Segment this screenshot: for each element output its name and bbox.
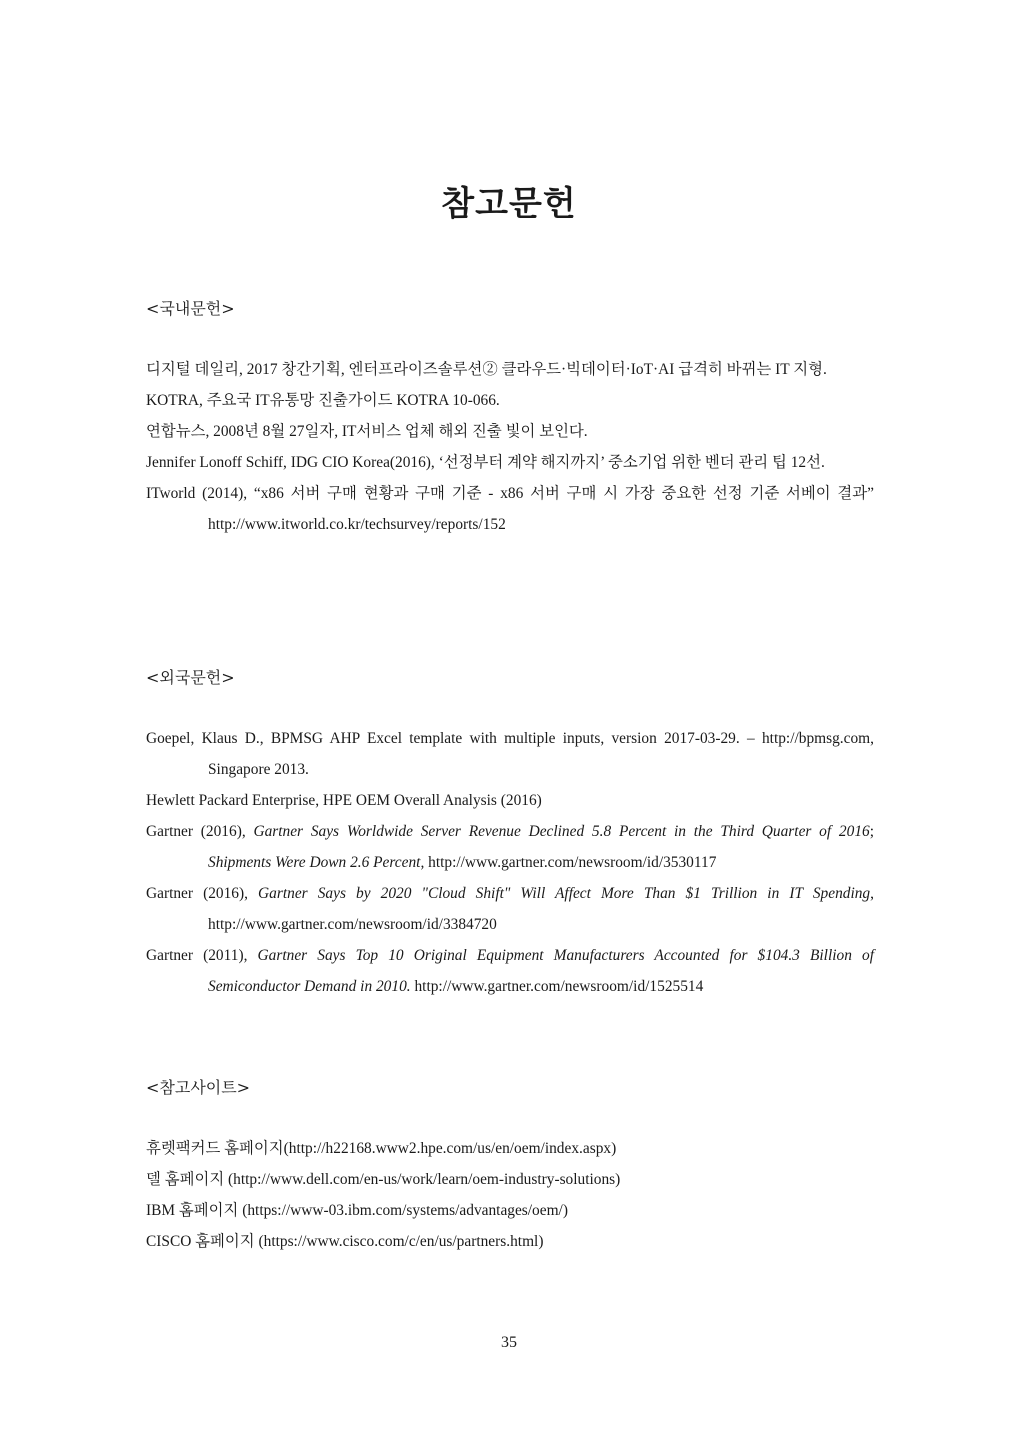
domestic-reference-list [146, 354, 874, 540]
sites-section [146, 1072, 874, 1257]
reference-text: Gartner (2016), [146, 885, 259, 902]
reference-text: Hewlett Packard Enterprise, HPE OEM Overall Analysis (2016) [146, 792, 542, 809]
site-entry: 델 홈페이지 (http://www.dell.com/en-us/work/learn/oem-industry-solutions) [146, 1171, 621, 1188]
reference-entry [146, 785, 874, 816]
reference-text: 디지털 데일리, 2017 창간기획, 엔터프라이즈솔루션② 클라우드·빅데이터·IoT·AI 급격히 바뀌는 IT 지형. [146, 361, 827, 378]
reference-entry [146, 723, 874, 785]
reference-entry [146, 878, 874, 940]
site-entry: CISCO 홈페이지 (https://www.cisco.com/c/en/us/partners.html) [146, 1233, 544, 1250]
reference-entry [146, 816, 874, 878]
reference-text: 연합뉴스, 2008년 8월 27일자, IT서비스 업체 해외 진출 빛이 보인다. [146, 423, 588, 440]
reference-entry [146, 416, 874, 447]
site-entry: 휴렛팩커드 홈페이지(http://h22168.www2.hpe.com/us/en/oem/index.aspx) [146, 1140, 617, 1157]
reference-entry [146, 385, 874, 416]
reference-title: Gartner Says Worldwide Server Revenue Declined 5.8 Percent in the Third Quarter of 2016 [253, 823, 870, 840]
foreign-heading: <외국문헌> [146, 668, 235, 687]
reference-title: Gartner Says by 2020 "Cloud Shift" Will Affect More Than $1 Trillion in IT Spending [258, 885, 871, 902]
reference-text: , http://www.gartner.com/newsroom/id/3384720 [208, 885, 874, 933]
reference-entry [146, 940, 874, 1002]
reference-entry [146, 478, 874, 540]
reference-text: Goepel, Klaus D., BPMSG AHP Excel template with multiple inputs, version 2017-03-29. – http://bpmsg.com, Singapore 2013. [146, 730, 874, 778]
page-title: 참고문헌 [441, 184, 577, 224]
reference-title: Shipments Were Down 2.6 Percent, [208, 854, 425, 871]
sites-heading: <참고사이트> [146, 1078, 251, 1097]
site-entry: IBM 홈페이지 (https://www-03.ibm.com/systems/advantages/oem/) [146, 1202, 568, 1219]
reference-text: http://www.gartner.com/newsroom/id/3530117 [424, 854, 717, 871]
site-list [146, 1133, 874, 1257]
reference-text: Gartner (2011), [146, 947, 258, 964]
foreign-section [146, 662, 874, 1002]
reference-text: ITworld (2014), “x86 서버 구매 현황과 구매 기준 - x86 서버 구매 시 가장 중요한 선정 기준 서베이 결과” http://www.itworld.co.kr/techsurvey/reports/152 [146, 485, 874, 533]
reference-title: Gartner Says Top 10 Original Equipment Manufacturers Accounted for $104.3 Billion of Semiconductor Demand in 2010. [208, 947, 874, 995]
reference-text: ; [869, 823, 874, 840]
reference-text: Jennifer Lonoff Schiff, IDG CIO Korea(2016), ‘선정부터 계약 해지까지’ 중소기업 위한 벤더 관리 팁 12선. [146, 454, 825, 471]
domestic-section [146, 293, 874, 540]
reference-text: KOTRA, 주요국 IT유통망 진출가이드 KOTRA 10-066. [146, 392, 500, 409]
reference-text: Gartner (2016), [146, 823, 254, 840]
reference-text: http://www.gartner.com/newsroom/id/1525514 [410, 978, 704, 995]
domestic-heading: <국내문헌> [146, 299, 235, 318]
page-number: 35 [501, 1334, 517, 1351]
reference-entry [146, 354, 874, 385]
reference-entry [146, 447, 874, 478]
foreign-reference-list [146, 723, 874, 1002]
